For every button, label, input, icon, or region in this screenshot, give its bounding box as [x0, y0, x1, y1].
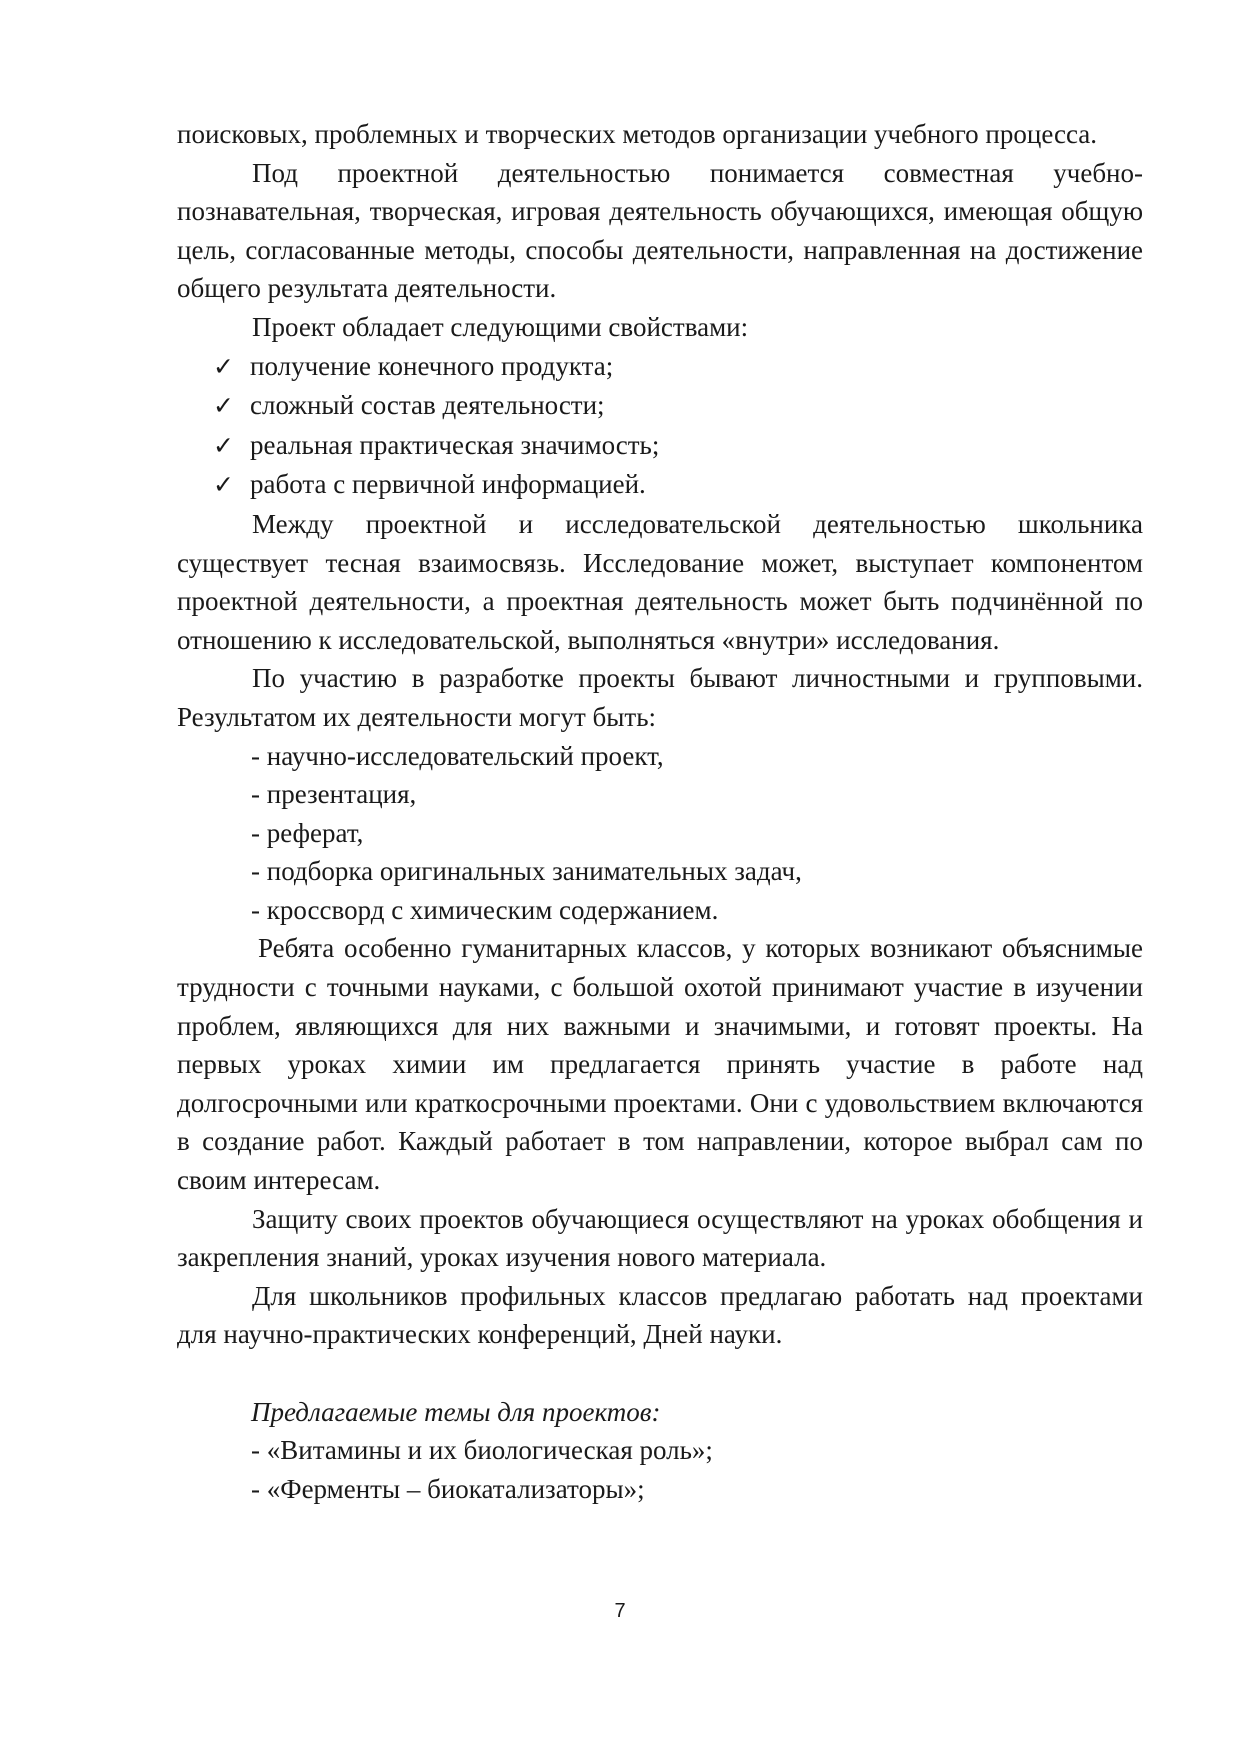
list-item: - «Ферменты – биокатализаторы»;	[251, 1473, 645, 1504]
paragraph-project-definition: Под проектной деятельностью понимается совместная учебно-познавательная, творческая, игровая деятельность обучающихся, имеющая общую цель, согласованные методы, способы деятельности, направленная на достижение общего результата деятельности.	[177, 157, 1143, 304]
paragraph-project-defense: Защиту своих проектов обучающиеся осуществляют на уроках обобщения и закрепления знаний, уроках изучения нового материала.	[177, 1203, 1143, 1273]
paragraph-profile-classes: Для школьников профильных классов предлагаю работать над проектами для научно-практических конференций, Дней науки.	[177, 1280, 1143, 1350]
list-item-text: получение конечного продукта;	[250, 350, 614, 381]
list-item	[177, 465, 1143, 505]
checkmark-icon: ✓	[213, 351, 234, 381]
list-item	[177, 386, 1143, 426]
page-number: 7	[614, 1600, 626, 1622]
list-item: - реферат,	[251, 817, 364, 848]
paragraph-research-relation: Между проектной и исследовательской деятельностью школьника существует тесная взаимосвязь. Исследование может, выступает компонентом проектной деятельности, а проектная деятельность может быть подчинённой по отношению к исследовательской, выполняться «внутри» исследования.	[177, 508, 1143, 655]
topics-section	[177, 1393, 1143, 1509]
topics-list	[177, 1431, 1143, 1508]
checkmark-icon: ✓	[213, 470, 234, 500]
list-item: - научно-исследовательский проект,	[251, 740, 664, 771]
list-item	[177, 426, 1143, 466]
paragraph-humanities-students: Ребята особенно гуманитарных классов, у которых возникают объяснимые трудности с точными науками, с большой охотой принимают участие в изучении проблем, являющихся для них важными и значимыми, и готовят проекты. На первых уроках химии им предлагается принять участие в работе над долгосрочными или краткосрочными проектами. Они с удовольствием включаются в создание работ. Каждый работает в том направлении, которое выбрал сам по своим интересам.	[177, 933, 1143, 1196]
list-item	[177, 347, 1143, 387]
list-item-text: реальная практическая значимость;	[250, 429, 660, 460]
paragraph-properties-intro: Проект обладает следующими свойствами:	[252, 311, 749, 342]
paragraph-project-types: По участию в разработке проекты бывают личностными и групповыми. Результатом их деятельности могут быть:	[177, 663, 1143, 732]
list-item-text: сложный состав деятельности;	[250, 390, 605, 421]
list-item: - кроссворд с химическим содержанием.	[251, 894, 719, 925]
page-body	[177, 115, 1143, 1508]
checkmark-icon: ✓	[213, 391, 234, 421]
list-item: - презентация,	[251, 779, 417, 810]
list-item: - «Витамины и их биологическая роль»;	[251, 1435, 713, 1466]
topics-heading: Предлагаемые темы для проектов:	[251, 1396, 661, 1427]
properties-list	[177, 347, 1143, 505]
results-list	[177, 737, 1143, 930]
list-item: - подборка оригинальных занимательных задач,	[251, 856, 802, 887]
paragraph-continuation: поисковых, проблемных и творческих методов организации учебного процесса.	[177, 119, 1098, 149]
checkmark-icon: ✓	[213, 430, 234, 460]
list-item-text: работа с первичной информацией.	[250, 469, 646, 500]
